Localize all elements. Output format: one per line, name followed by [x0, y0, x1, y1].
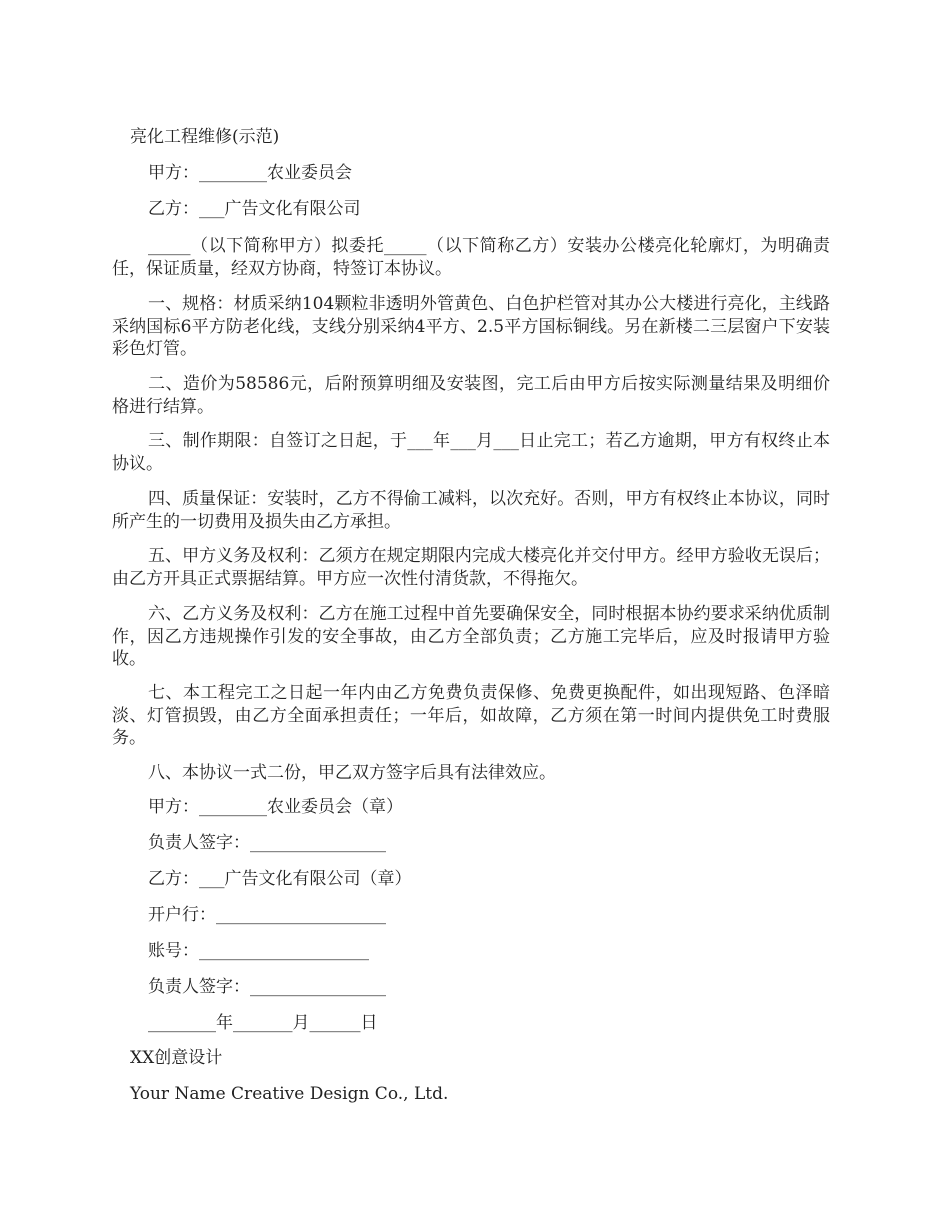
clause-4: 四、质量保证：安装时，乙方不得偷工减料，以次充好。否则，甲方有权终止本协议，同时所产生的一切费用及损失由乙方承担。: [112, 489, 830, 532]
party-a-line: 甲方：________农业委员会: [148, 163, 352, 183]
footer-company-en: Your Name Creative Design Co., Ltd.: [130, 1084, 449, 1104]
intro-paragraph: _____（以下简称甲方）拟委托_____（以下简称乙方）安装办公楼亮化轮廓灯，为明确责任，保证质量，经双方协商，特签订本协议。: [112, 236, 830, 279]
clause-1: 一、规格：材质采纳104颗粒非透明外管黄色、白色护栏管对其办公大楼进行亮化，主线路采纳国标6平方防老化线，支线分别采纳4平方、2.5平方国标铜线。另在新楼二三层窗户下安装彩色灯管。: [112, 294, 830, 359]
signature-party-b: 乙方：___广告文化有限公司（章）: [148, 869, 412, 889]
clause-5: 五、甲方义务及权利：乙须方在规定期限内完成大楼亮化并交付甲方。经甲方验收无误后；由乙方开具正式票据结算。甲方应一次性付清货款，不得拖欠。: [112, 546, 830, 589]
signature-date: ________年_______月______日: [148, 1013, 378, 1033]
clause-7: 七、本工程完工之日起一年内由乙方免费负责保修、免费更换配件，如出现短路、色泽暗淡、灯管损毁，由乙方全面承担责任；一年后，如故障，乙方须在第一时间内提供免工时费服务。: [112, 683, 830, 748]
clause-6: 六、乙方义务及权利：乙方在施工过程中首先要确保安全，同时根据本协约要求采纳优质制作，因乙方违规操作引发的安全事故，由乙方全部负责；乙方施工完毕后，应及时报请甲方验收。: [112, 604, 830, 669]
signature-party-a: 甲方：________农业委员会（章）: [148, 797, 403, 817]
clause-3: 三、制作期限：自签订之日起，于___年___月___日止完工；若乙方逾期，甲方有权终止本协议。: [112, 431, 830, 474]
party-b-line: 乙方：___广告文化有限公司: [148, 199, 361, 219]
signature-account: 账号：____________________: [148, 941, 369, 961]
footer-company-cn: XX创意设计: [130, 1048, 223, 1068]
signature-party-b-person: 负责人签字：________________: [148, 977, 386, 997]
clause-8: 八、本协议一式二份，甲乙双方签字后具有法律效应。: [148, 763, 556, 783]
signature-party-a-person: 负责人签字：________________: [148, 833, 386, 853]
clause-2: 二、造价为58586元，后附预算明细及安装图，完工后由甲方后按实际测量结果及明细价格进行结算。: [112, 374, 830, 417]
signature-bank: 开户行：____________________: [148, 905, 386, 925]
document-title: 亮化工程维修(示范): [130, 127, 280, 147]
